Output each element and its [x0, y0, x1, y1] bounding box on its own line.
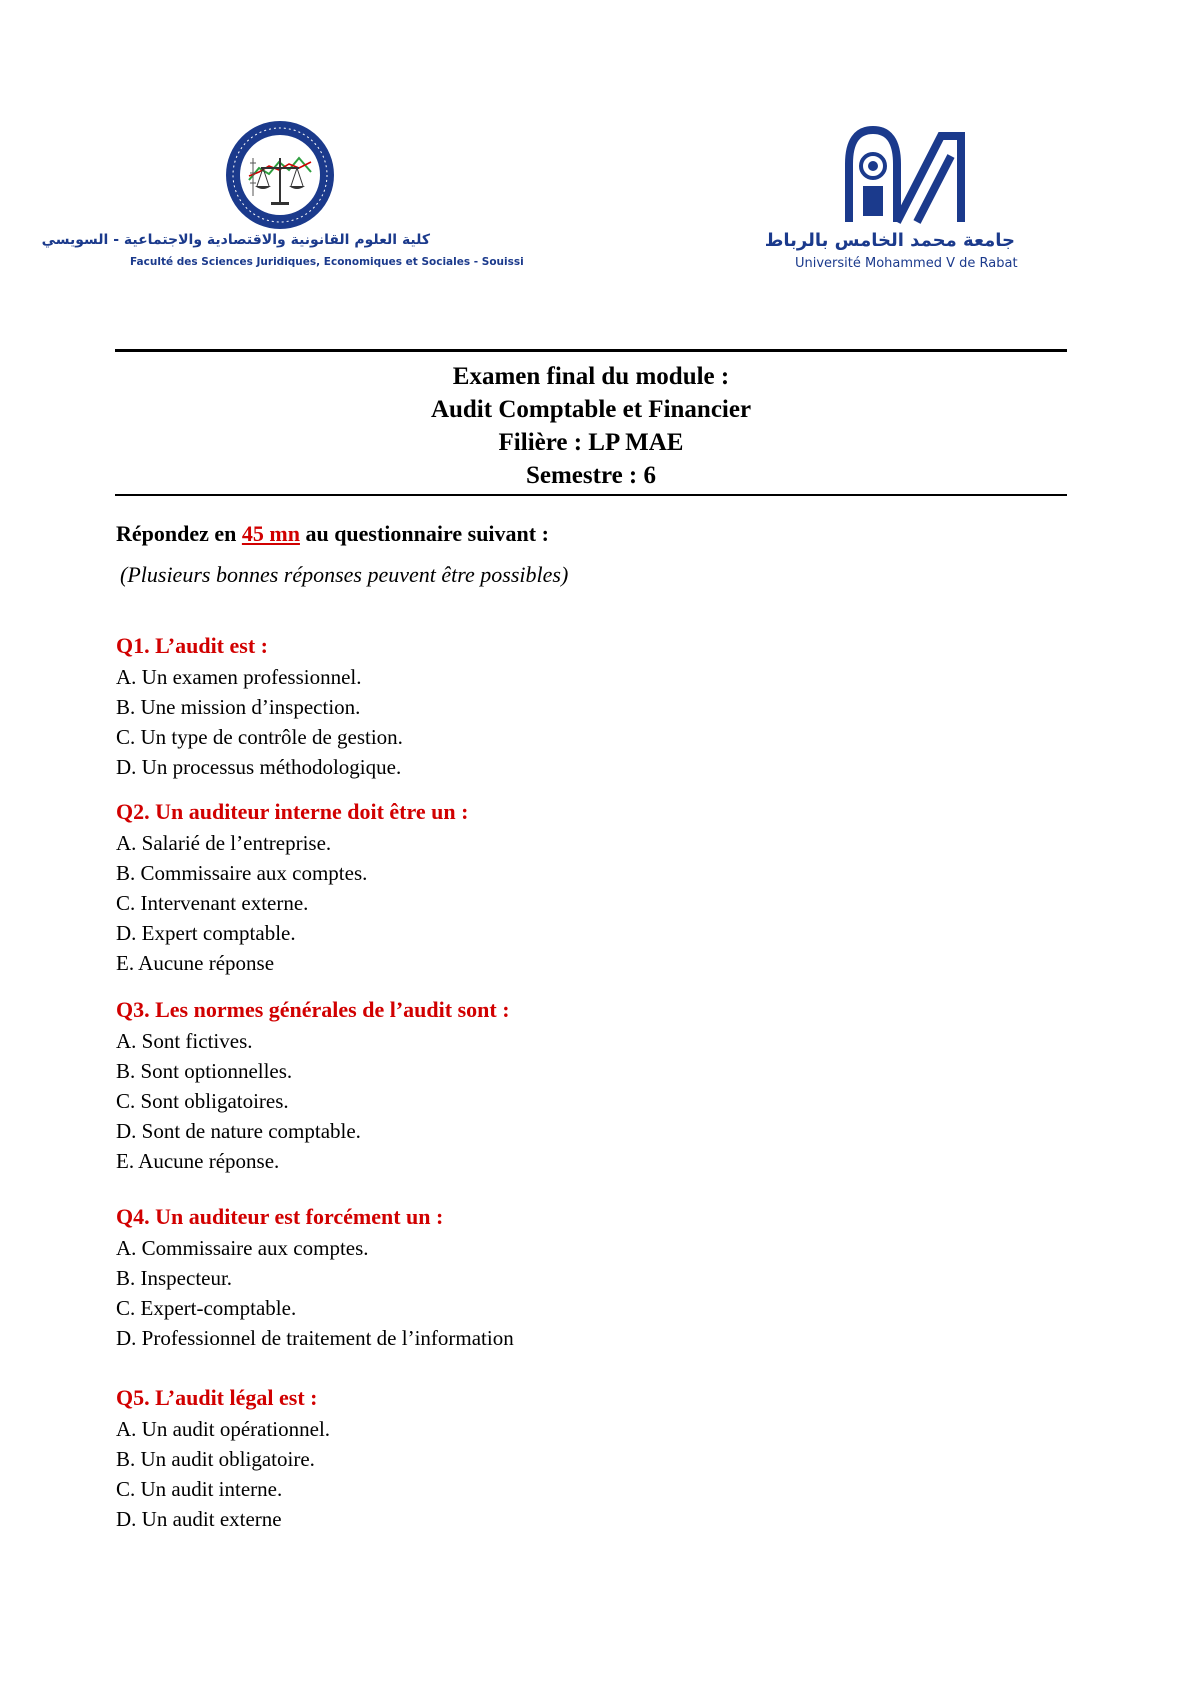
- answer-option: D. Sont de nature comptable.: [116, 1119, 361, 1143]
- semester: Semestre : 6: [525, 462, 657, 489]
- question-2: [116, 798, 1016, 978]
- answer-option: E. Aucune réponse.: [116, 1149, 280, 1173]
- answer-option: D. Un processus méthodologique.: [116, 755, 402, 779]
- answer-option: C. Un type de contrôle de gestion.: [116, 725, 403, 749]
- exam-title-block: [115, 349, 1067, 496]
- faculty-emblem-icon: [223, 118, 337, 232]
- university-name-french: Université Mohammed V de Rabat: [795, 256, 1018, 271]
- question-title: Q3. Les normes générales de l’audit sont :: [116, 997, 510, 1022]
- module-name: Audit Comptable et Financier: [430, 396, 752, 423]
- instruction-prefix: Répondez en: [116, 521, 242, 546]
- faculty-name-french: Faculté des Sciences Juridiques, Economiques et Sociales - Souissi: [130, 256, 524, 268]
- question-5: [116, 1384, 1016, 1534]
- exam-duration: 45 mn: [241, 521, 300, 546]
- answer-option: D. Professionnel de traitement de l’information: [116, 1326, 514, 1350]
- answer-option: A. Un examen professionnel.: [116, 665, 362, 689]
- university-logo: [764, 124, 1035, 284]
- answer-option: E. Aucune réponse: [116, 951, 275, 975]
- answer-option: B. Sont optionnelles.: [116, 1059, 293, 1083]
- program-name: Filière : LP MAE: [498, 429, 684, 456]
- answer-option: C. Un audit interne.: [116, 1477, 283, 1501]
- exam-title: Examen final du module :: [452, 363, 730, 390]
- question-title: Q1. L’audit est :: [116, 633, 268, 658]
- answer-option: B. Commissaire aux comptes.: [116, 861, 368, 885]
- answer-option: C. Expert-comptable.: [116, 1296, 297, 1320]
- instruction-suffix: au questionnaire suivant :: [299, 521, 549, 546]
- faculty-name-arabic: كلية العلوم القانونية والاقتصادية والاجتماعية - السويسي: [41, 232, 430, 248]
- question-title: Q2. Un auditeur interne doit être un :: [116, 799, 469, 824]
- answer-option: D. Un audit externe: [116, 1507, 282, 1531]
- answer-option: B. Une mission d’inspection.: [116, 695, 361, 719]
- question-title: Q5. L’audit légal est :: [116, 1385, 318, 1410]
- answer-option: C. Intervenant externe.: [116, 891, 309, 915]
- answer-option: A. Salarié de l’entreprise.: [116, 831, 332, 855]
- faculty-logo: [41, 118, 524, 278]
- answer-option: B. Un audit obligatoire.: [116, 1447, 315, 1471]
- question-3: [116, 996, 1016, 1176]
- question-4: [116, 1203, 1016, 1353]
- answer-option: D. Expert comptable.: [116, 921, 296, 945]
- question-1: [116, 632, 1016, 782]
- question-title: Q4. Un auditeur est forcément un :: [116, 1204, 444, 1229]
- answer-option: A. Commissaire aux comptes.: [116, 1236, 369, 1260]
- instruction-note: (Plusieurs bonnes réponses peuvent être possibles): [120, 562, 569, 587]
- answer-option: A. Sont fictives.: [116, 1029, 253, 1053]
- instruction: [116, 521, 549, 547]
- answer-option: C. Sont obligatoires.: [116, 1089, 289, 1113]
- university-emblem-icon: [843, 124, 967, 226]
- university-name-arabic: جامعة محمد الخامس بالرباط: [764, 230, 1015, 251]
- answer-option: A. Un audit opérationnel.: [116, 1417, 331, 1441]
- answer-option: B. Inspecteur.: [116, 1266, 233, 1290]
